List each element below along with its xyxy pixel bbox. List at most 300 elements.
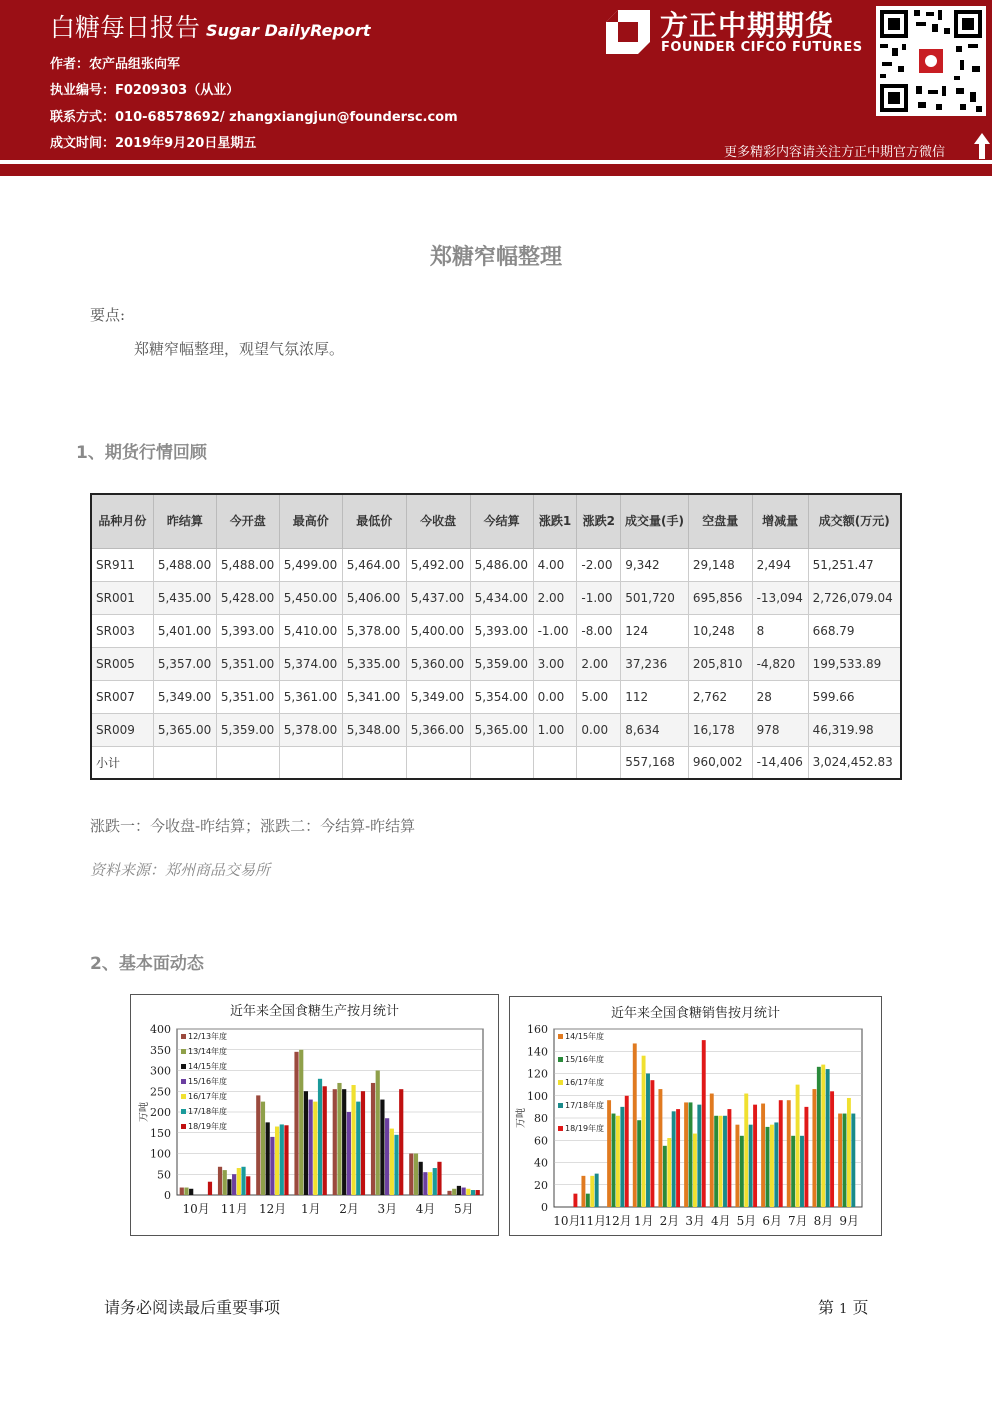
bar [581,1176,585,1207]
table-cell [533,746,577,779]
table-cell: 8 [752,614,808,647]
table-cell: SR003 [91,614,153,647]
table-cell: 124 [621,614,689,647]
qr-code-icon[interactable] [876,6,986,116]
bar [774,1122,778,1207]
table-cell: SR009 [91,713,153,746]
x-tick-label: 8月 [813,1214,834,1228]
bar [693,1134,697,1207]
bar [232,1174,236,1195]
table-header-cell: 空盘量 [688,494,752,548]
bar [770,1125,774,1207]
table-cell: 小计 [91,746,153,779]
logo-text-en: FOUNDER CIFCO FUTURES [661,40,863,55]
table-cell: 5,351.00 [216,647,279,680]
table-cell: 5,349.00 [406,680,470,713]
bar [323,1086,327,1195]
x-tick-label: 10月 [182,1202,210,1216]
table-cell: 5,488.00 [216,548,279,581]
x-tick-label: 4月 [415,1202,436,1216]
license-line: 执业编号：F0209303（从业） [50,83,240,98]
bar [313,1102,317,1195]
y-tick-label: 200 [150,1106,171,1119]
table-row [91,647,901,680]
chart-title: 近年来全国食糖销售按月统计 [610,1006,781,1021]
table-row [91,680,901,713]
bar [573,1194,577,1207]
table-cell: 3,024,452.83 [808,746,901,779]
bar [256,1095,260,1195]
bar [779,1100,783,1207]
y-tick-label: 150 [150,1126,171,1140]
bar [650,1080,654,1207]
x-tick-label: 6月 [762,1214,782,1228]
y-tick-label: 20 [534,1178,548,1192]
table-header-row [91,494,901,548]
bar [689,1102,693,1207]
table-cell: 5,378.00 [342,614,406,647]
bar [294,1052,298,1195]
x-tick-label: 10月 [553,1214,581,1228]
table-cell [342,746,406,779]
table-cell [406,746,470,779]
bar [385,1118,389,1195]
table-cell: 5,341.00 [342,680,406,713]
legend-label: 18/19年度 [565,1124,605,1133]
bar [462,1188,466,1195]
bar [466,1189,470,1195]
x-tick-label: 12月 [604,1214,632,1228]
legend-swatch [558,1103,563,1108]
table-cell: 5,361.00 [279,680,342,713]
y-tick-label: 400 [150,1023,171,1036]
table-cell: 5,349.00 [153,680,216,713]
y-tick-label: 120 [527,1067,548,1081]
y-tick-label: 40 [534,1156,548,1170]
table-row [91,548,901,581]
bar [318,1079,322,1195]
up-arrow-icon [973,132,991,160]
table-cell [216,746,279,779]
x-tick-label: 2月 [339,1202,359,1216]
table-cell: 51,251.47 [808,548,901,581]
legend-swatch [181,1109,186,1114]
legend-swatch [181,1034,186,1039]
table-header-cell: 涨跌2 [577,494,621,548]
bar [697,1105,701,1207]
author-line: 作者：农产品组张向军 [50,57,181,72]
legend-label: 15/16年度 [565,1055,605,1064]
bar [749,1125,753,1207]
table-header-cell: 成交额(万元) [808,494,901,548]
y-tick-label: 160 [527,1023,548,1036]
bar [304,1091,308,1195]
table-cell: 5,335.00 [342,647,406,680]
header-band [0,164,992,176]
table-cell: 9,342 [621,548,689,581]
legend-swatch [181,1094,186,1099]
table-body [91,548,901,779]
bar [812,1089,816,1207]
bar [270,1137,274,1195]
table-cell: 2.00 [577,647,621,680]
bar [390,1129,394,1195]
bar [246,1176,250,1195]
bar [333,1089,337,1195]
bar [672,1111,676,1207]
table-cell: 5,366.00 [406,713,470,746]
table-cell: 5,378.00 [279,713,342,746]
legend-label: 13/14年度 [188,1047,228,1056]
bar [380,1100,384,1195]
bar [740,1136,744,1207]
bar [180,1188,184,1195]
table-cell: -1.00 [533,614,577,647]
bar [838,1114,842,1207]
bar [309,1100,313,1195]
table-cell: 501,720 [621,581,689,614]
bar [830,1091,834,1207]
bar [735,1125,739,1207]
bar [625,1096,629,1207]
bar [447,1191,451,1195]
table-cell: 16,178 [688,713,752,746]
table-cell: 29,148 [688,548,752,581]
bar [684,1102,688,1207]
bar [787,1100,791,1207]
bar [642,1056,646,1207]
bar [280,1124,284,1195]
table-cell: 960,002 [688,746,752,779]
bar [371,1083,375,1195]
legend-swatch [558,1126,563,1131]
table-cell: 37,236 [621,647,689,680]
table-cell: 4.00 [533,548,577,581]
bar [237,1168,241,1195]
bar [826,1069,830,1207]
bar [821,1065,825,1207]
bar [361,1091,365,1195]
table-cell: SR007 [91,680,153,713]
data-source: 资料来源：郑州商品交易所 [90,861,271,879]
bar [266,1122,270,1195]
bar [414,1154,418,1196]
legend-swatch [558,1080,563,1085]
table-cell: 1.00 [533,713,577,746]
key-points-label: 要点: [90,306,126,324]
bar [218,1167,222,1195]
table-cell: 5,428.00 [216,581,279,614]
bar [804,1107,808,1207]
bar [702,1040,706,1207]
table-cell: 5,401.00 [153,614,216,647]
bar [633,1043,637,1207]
table-row [91,713,901,746]
table-cell: 2,762 [688,680,752,713]
bar [761,1104,765,1207]
section-title-market: 1、期货行情回顾 [76,443,207,463]
y-tick-label: 100 [527,1089,548,1103]
x-tick-label: 7月 [788,1214,808,1228]
bar [457,1186,461,1195]
table-cell: SR911 [91,548,153,581]
legend-swatch [181,1079,186,1084]
table-header-cell: 今开盘 [216,494,279,548]
chart-production-svg [131,995,498,1235]
x-tick-label: 1月 [634,1214,654,1228]
table-header-cell: 成交量(手) [621,494,689,548]
table-header-cell: 今结算 [470,494,533,548]
bar [342,1089,346,1195]
bar [423,1172,427,1195]
x-tick-label: 11月 [578,1214,607,1228]
y-tick-label: 0 [164,1189,171,1202]
bar [719,1116,723,1207]
legend-label: 12/13年度 [188,1032,228,1041]
futures-table [90,493,902,780]
table-cell: -14,406 [752,746,808,779]
bar [337,1083,341,1195]
x-tick-label: 5月 [454,1202,474,1216]
x-tick-label: 9月 [839,1214,859,1228]
bar [376,1071,380,1196]
x-tick-label: 12月 [258,1202,287,1216]
table-cell: -2.00 [577,548,621,581]
chart-production [130,994,499,1236]
bar [223,1170,227,1195]
legend-swatch [558,1057,563,1062]
table-header-cell: 最低价 [342,494,406,548]
table-cell: 0.00 [577,713,621,746]
bar [791,1136,795,1207]
bar [261,1102,265,1195]
x-tick-label: 2月 [659,1214,680,1228]
legend-label: 17/18年度 [565,1101,605,1110]
table-cell: 2,726,079.04 [808,581,901,614]
table-cell: 2,494 [752,548,808,581]
table-cell: 10,248 [688,614,752,647]
bar [663,1146,667,1207]
legend-label: 14/15年度 [188,1062,228,1071]
table-cell: 5,365.00 [470,713,533,746]
bar [409,1154,413,1196]
y-tick-label: 300 [150,1064,171,1078]
bar [676,1109,680,1207]
table-cell: 5,359.00 [216,713,279,746]
table-cell [279,746,342,779]
table-cell: 8,634 [621,713,689,746]
chart-sales [509,996,882,1236]
table-row [91,746,901,779]
doc-title: 郑糖窄幅整理 [429,245,562,270]
table-cell: 5,374.00 [279,647,342,680]
table-cell: 5,357.00 [153,647,216,680]
y-tick-label: 350 [150,1043,171,1057]
table-cell: 5,450.00 [279,581,342,614]
bar [428,1172,432,1195]
y-axis-label: 万吨 [139,1102,150,1122]
footer-notice: 请务必阅读最后重要事项 [104,1298,281,1317]
table-cell: 5,400.00 [406,614,470,647]
bar [586,1194,590,1207]
legend-label: 17/18年度 [188,1107,228,1116]
table-cell: 3.00 [533,647,577,680]
legend-label: 16/17年度 [188,1092,228,1101]
y-tick-label: 250 [150,1085,171,1099]
y-tick-label: 0 [541,1201,548,1214]
y-tick-label: 60 [534,1134,548,1148]
y-tick-label: 50 [157,1168,171,1182]
bar [184,1188,188,1195]
key-points-text: 郑糖窄幅整理，观望气氛浓厚。 [134,340,345,358]
bar [796,1085,800,1207]
table-cell: 5,393.00 [216,614,279,647]
x-tick-label: 5月 [736,1214,757,1228]
table-row [91,581,901,614]
table-cell: 205,810 [688,647,752,680]
bar [851,1114,855,1207]
table-cell: 5,410.00 [279,614,342,647]
bar [847,1098,851,1207]
table-cell: 5,437.00 [406,581,470,614]
table-header-cell: 涨跌1 [533,494,577,548]
bar [471,1190,475,1195]
table-cell: 5,435.00 [153,581,216,614]
bar [714,1116,718,1207]
chart-sales-svg [510,997,881,1235]
bar [208,1182,212,1195]
table-cell: 5,488.00 [153,548,216,581]
bar [607,1100,611,1207]
x-tick-label: 3月 [377,1202,398,1216]
date-line: 成文时间：2019年9月20日星期五 [50,136,257,151]
page-number: 第 1 页 [818,1298,869,1317]
table-header-cell: 昨结算 [153,494,216,548]
x-tick-label: 3月 [685,1214,705,1228]
bar [658,1089,662,1207]
wechat-tip: 更多精彩内容请关注方正中期官方微信 [724,145,946,160]
bar [766,1127,770,1207]
legend-swatch [558,1034,563,1039]
table-cell: 978 [752,713,808,746]
x-tick-label: 11月 [220,1202,249,1216]
bar [476,1190,480,1195]
table-cell: 5,348.00 [342,713,406,746]
table-cell: 5,499.00 [279,548,342,581]
table-cell: 5,464.00 [342,548,406,581]
y-tick-label: 140 [527,1045,548,1059]
table-row [91,614,901,647]
table-cell: 5,406.00 [342,581,406,614]
table-cell: 2.00 [533,581,577,614]
table-cell: 668.79 [808,614,901,647]
bar [800,1136,804,1207]
bar [753,1105,757,1207]
table-cell: 5,486.00 [470,548,533,581]
table-cell: 5,434.00 [470,581,533,614]
bar [723,1116,727,1207]
bar [710,1094,714,1207]
bar [347,1112,351,1195]
bar [275,1127,279,1195]
bar [351,1085,355,1195]
legend-swatch [181,1064,186,1069]
table-header-cell: 品种月份 [91,494,153,548]
table-cell: -1.00 [577,581,621,614]
legend-label: 16/17年度 [565,1078,605,1087]
table-cell: SR001 [91,581,153,614]
bar [437,1162,441,1195]
bar [227,1179,231,1195]
bar [189,1189,193,1195]
bar [590,1176,594,1207]
bar [616,1116,620,1207]
bar [399,1089,403,1195]
legend-swatch [181,1049,186,1054]
section-title-fundamentals: 2、基本面动态 [90,954,204,974]
x-tick-label: 1月 [301,1202,321,1216]
bar [612,1114,616,1207]
table-cell: -4,820 [752,647,808,680]
table-cell: 28 [752,680,808,713]
table-cell: 5.00 [577,680,621,713]
table-cell: 557,168 [621,746,689,779]
bar [817,1067,821,1207]
table-cell: -8.00 [577,614,621,647]
bar [667,1138,671,1207]
legend-label: 15/16年度 [188,1077,228,1086]
bar [620,1107,624,1207]
table-cell: 5,393.00 [470,614,533,647]
bar [241,1167,245,1195]
table-cell: 5,351.00 [216,680,279,713]
bar [299,1050,303,1195]
table-cell [153,746,216,779]
table-cell: SR005 [91,647,153,680]
table-cell: 46,319.98 [808,713,901,746]
y-tick-label: 100 [150,1147,171,1161]
chart-title: 近年来全国食糖生产按月统计 [229,1004,400,1019]
bar [646,1074,650,1208]
bar [394,1135,398,1195]
bar [727,1109,731,1207]
table-header-cell: 今收盘 [406,494,470,548]
table-cell: 5,360.00 [406,647,470,680]
logo-text-cn: 方正中期期货 [660,9,835,42]
table-cell [577,746,621,779]
bar [452,1189,456,1195]
bar [419,1162,423,1195]
bar [637,1120,641,1207]
bar [433,1168,437,1195]
legend-label: 14/15年度 [565,1032,605,1041]
bar [595,1174,599,1207]
table-cell: 0.00 [533,680,577,713]
table-cell: 5,354.00 [470,680,533,713]
logo-mark-icon [604,8,652,56]
bar [284,1125,288,1195]
table-cell: 5,359.00 [470,647,533,680]
contact-line: 联系方式：010-68578692/ zhangxiangjun@foundersc.com [50,110,458,125]
table-cell [470,746,533,779]
bar [843,1114,847,1207]
legend-label: 18/19年度 [188,1122,228,1131]
table-cell: 5,492.00 [406,548,470,581]
table-header-cell: 增减量 [752,494,808,548]
bar [744,1094,748,1207]
table-cell: 112 [621,680,689,713]
table-cell: 695,856 [688,581,752,614]
